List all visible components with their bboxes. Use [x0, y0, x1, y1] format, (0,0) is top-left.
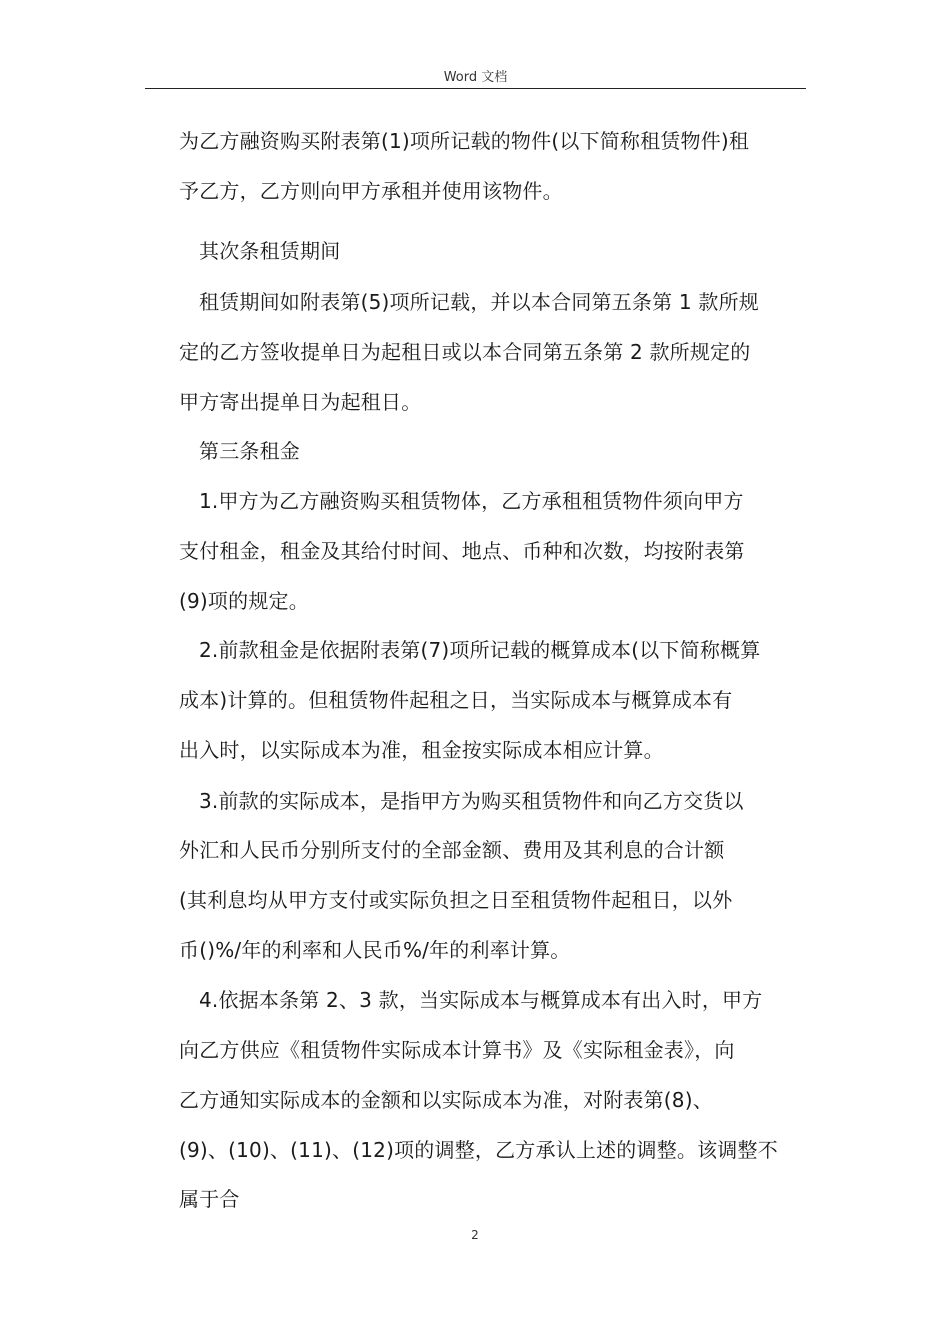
- text-line: 2.前款租金是依据附表第(7)项所记载的概算成本(以下简称概算: [199, 638, 761, 662]
- text-line: 甲方寄出提单日为起租日。: [179, 390, 422, 414]
- text-line: 为乙方融资购买附表第(1)项所记载的物件(以下简称租赁物件)租: [179, 129, 750, 153]
- text-line: 乙方通知实际成本的金额和以实际成本为准，对附表第(8)、: [179, 1088, 713, 1112]
- text-line: (9)项的规定。: [179, 589, 309, 613]
- text-line: 予乙方，乙方则向甲方承租并使用该物件。: [179, 179, 563, 203]
- text-line: 币()%/年的利率和人民币%/年的利率计算。: [179, 938, 571, 962]
- text-line: 成本)计算的。但租赁物件起租之日，当实际成本与概算成本有: [179, 688, 733, 712]
- text-line: 外汇和人民币分别所支付的全部金额、费用及其利息的合计额: [179, 838, 725, 862]
- page-header: [145, 60, 806, 89]
- text-line: (9)、(10)、(11)、(12)项的调整，乙方承认上述的调整。该调整不: [179, 1138, 778, 1162]
- section-heading: 其次条租赁期间: [199, 239, 341, 263]
- text-line: 属于合: [179, 1187, 240, 1211]
- text-line: 4.依据本条第 2、3 款，当实际成本与概算成本有出入时，甲方: [199, 988, 763, 1012]
- text-line: 向乙方供应《租赁物件实际成本计算书》及《实际租金表》，向: [179, 1038, 735, 1062]
- text-line: 出入时，以实际成本为准，租金按实际成本相应计算。: [179, 738, 664, 762]
- page-number: 2: [471, 1228, 479, 1242]
- text-line: 定的乙方签收提单日为起租日或以本合同第五条第 2 款所规定的: [179, 340, 751, 364]
- text-line: 1.甲方为乙方融资购买租赁物体，乙方承租租赁物件须向甲方: [199, 489, 744, 513]
- text-line: (其利息均从甲方支付或实际负担之日至租赁物件起租日，以外: [179, 888, 733, 912]
- text-line: 3.前款的实际成本，是指甲方为购买租赁物件和向乙方交货以: [199, 789, 744, 813]
- section-heading: 第三条租金: [199, 439, 300, 463]
- text-line: 租赁期间如附表第(5)项所记载，并以本合同第五条第 1 款所规: [199, 290, 759, 314]
- text-line: 支付租金，租金及其给付时间、地点、币种和次数，均按附表第: [179, 539, 745, 563]
- header-title: Word 文档: [443, 70, 508, 85]
